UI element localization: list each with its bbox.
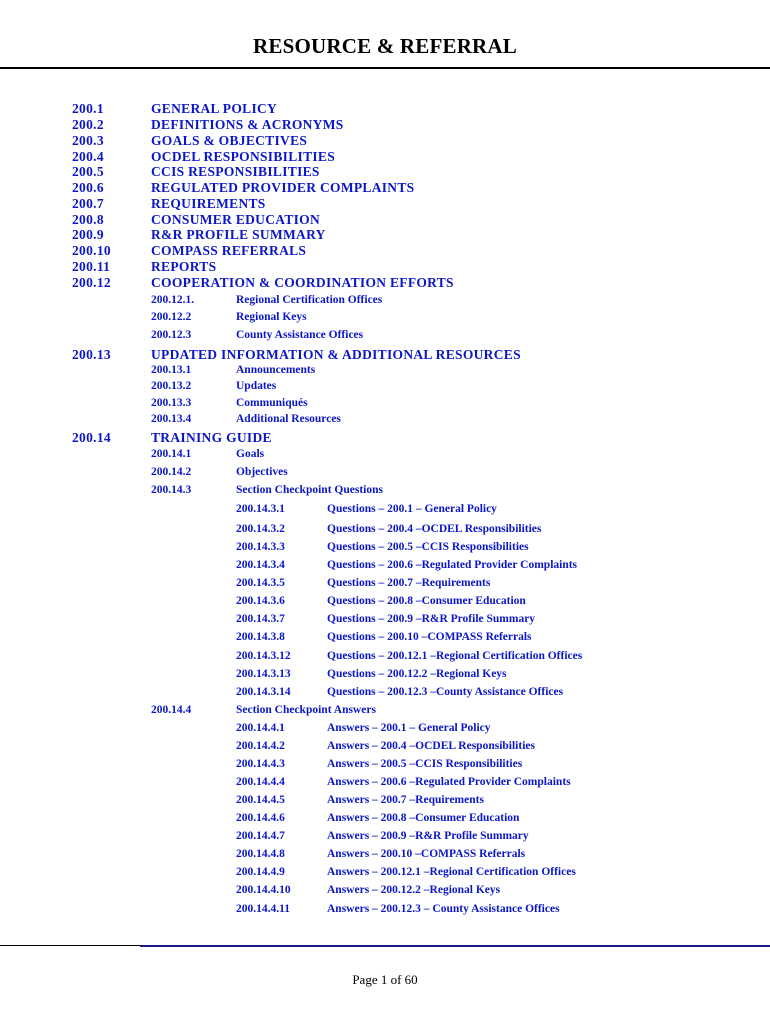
toc-entry-200-14-3-6[interactable] bbox=[236, 595, 756, 610]
toc-entry-number: 200.14.2 bbox=[151, 466, 192, 478]
toc-entry-title: Answers – 200.8 –Consumer Education bbox=[327, 812, 520, 824]
toc-entry-200-14-3-4[interactable] bbox=[236, 559, 756, 574]
toc-entry-title: Questions – 200.6 –Regulated Provider Complaints bbox=[327, 559, 578, 571]
toc-entry-number: 200.14.3.1 bbox=[236, 503, 285, 515]
toc-entry-title: Announcements bbox=[236, 364, 316, 376]
toc-entry-number: 200.14.3.13 bbox=[236, 668, 291, 680]
toc-entry-title: Answers – 200.4 –OCDEL Responsibilities bbox=[327, 740, 535, 752]
toc-entry-title: CCIS RESPONSIBILITIES bbox=[151, 164, 320, 179]
toc-entry-200-10[interactable] bbox=[72, 243, 712, 259]
toc-entry-200-12-3[interactable] bbox=[151, 329, 711, 344]
toc-entry-title: Questions – 200.12.2 –Regional Keys bbox=[327, 668, 507, 680]
toc-entry-200-14-3[interactable] bbox=[151, 484, 711, 499]
toc-entry-title: Questions – 200.5 –CCIS Responsibilities bbox=[327, 541, 529, 553]
toc-entry-title: Questions – 200.1 – General Policy bbox=[327, 503, 497, 515]
toc-entry-title: Regional Keys bbox=[236, 311, 307, 323]
toc-entry-title: Questions – 200.12.3 –County Assistance Offices bbox=[327, 686, 564, 698]
toc-entry-number: 200.14.3.12 bbox=[236, 650, 291, 662]
toc-entry-title: REQUIREMENTS bbox=[151, 196, 266, 211]
toc-entry-title: Answers – 200.10 –COMPASS Referrals bbox=[327, 848, 526, 860]
toc-entry-200-14-4[interactable] bbox=[151, 704, 711, 719]
toc-entry-title: Additional Resources bbox=[236, 413, 341, 425]
toc-entry-title: Section Checkpoint Answers bbox=[236, 704, 376, 716]
toc-entry-title: Questions – 200.4 –OCDEL Responsibilities bbox=[327, 523, 542, 535]
toc-entry-number: 200.10 bbox=[72, 243, 111, 258]
toc-entry-200-3[interactable] bbox=[72, 133, 712, 149]
toc-entry-title: Questions – 200.12.1 –Regional Certification Offices bbox=[327, 650, 583, 662]
toc-entry-title: DEFINITIONS & ACRONYMS bbox=[151, 117, 344, 132]
page-number: Page 1 of 60 bbox=[352, 972, 418, 987]
toc-entry-title: Answers – 200.5 –CCIS Responsibilities bbox=[327, 758, 523, 770]
toc-entry-title: Questions – 200.10 –COMPASS Referrals bbox=[327, 631, 532, 643]
toc-entry-title: Answers – 200.12.3 – County Assistance Offices bbox=[327, 903, 560, 915]
toc-entry-title: Goals bbox=[236, 448, 265, 460]
toc-entry-200-14-3-2[interactable] bbox=[236, 523, 756, 538]
toc-entry-number: 200.14.4.11 bbox=[236, 903, 290, 915]
toc-entry-200-5[interactable] bbox=[72, 164, 712, 180]
toc-entry-number: 200.7 bbox=[72, 196, 104, 211]
toc-entry-title: Section Checkpoint Questions bbox=[236, 484, 383, 496]
toc-entry-number: 200.14.3.14 bbox=[236, 686, 291, 698]
toc-entry-title: Updates bbox=[236, 380, 277, 392]
footer-divider-accent bbox=[140, 945, 770, 947]
toc-entry-200-13-3[interactable] bbox=[151, 397, 711, 412]
toc-entry-200-12[interactable] bbox=[72, 275, 712, 291]
toc-entry-200-7[interactable] bbox=[72, 196, 712, 212]
toc-entry-number: 200.14.3.6 bbox=[236, 595, 285, 607]
toc-entry-200-2[interactable] bbox=[72, 117, 712, 133]
toc-entry-number: 200.8 bbox=[72, 212, 104, 227]
toc-entry-200-14-2[interactable] bbox=[151, 466, 711, 481]
toc-entry-number: 200.14.4.4 bbox=[236, 776, 285, 788]
toc-entry-number: 200.12.3 bbox=[151, 329, 192, 341]
toc-entry-title: Communiqués bbox=[236, 397, 308, 409]
toc-entry-200-14-3-1[interactable] bbox=[236, 503, 756, 518]
toc-entry-title: R&R PROFILE SUMMARY bbox=[151, 227, 326, 242]
toc-entry-number: 200.14.1 bbox=[151, 448, 192, 460]
toc-entry-number: 200.13.3 bbox=[151, 397, 192, 409]
toc-entry-number: 200.14.4.3 bbox=[236, 758, 285, 770]
toc-entry-title: Answers – 200.7 –Requirements bbox=[327, 794, 484, 806]
toc-entry-title: Answers – 200.9 –R&R Profile Summary bbox=[327, 830, 529, 842]
toc-entry-200-13-4[interactable] bbox=[151, 413, 711, 428]
toc-entry-200-1[interactable] bbox=[72, 101, 712, 117]
toc-entry-number: 200.12.2 bbox=[151, 311, 192, 323]
toc-entry-number: 200.14.4.9 bbox=[236, 866, 285, 878]
toc-entry-200-14-3-8[interactable] bbox=[236, 631, 756, 646]
toc-entry-number: 200.14.3.2 bbox=[236, 523, 285, 535]
toc-entry-number: 200.13.1 bbox=[151, 364, 192, 376]
toc-entry-number: 200.14.3.7 bbox=[236, 613, 285, 625]
toc-entry-title: TRAINING GUIDE bbox=[151, 430, 272, 445]
toc-entry-title: County Assistance Offices bbox=[236, 329, 364, 341]
toc-entry-200-14-3-13[interactable] bbox=[236, 668, 756, 683]
toc-entry-number: 200.14.4.7 bbox=[236, 830, 285, 842]
toc-entry-number: 200.14.4.2 bbox=[236, 740, 285, 752]
toc-entry-title: Questions – 200.9 –R&R Profile Summary bbox=[327, 613, 536, 625]
toc-entry-title: Questions – 200.8 –Consumer Education bbox=[327, 595, 526, 607]
toc-entry-title: GENERAL POLICY bbox=[151, 101, 278, 116]
toc-entry-title: COMPASS REFERRALS bbox=[151, 243, 307, 258]
toc-entry-number: 200.13.2 bbox=[151, 380, 192, 392]
toc-entry-number: 200.11 bbox=[72, 259, 111, 274]
toc-entry-200-14-4-7[interactable] bbox=[236, 830, 756, 845]
toc-entry-200-13[interactable] bbox=[72, 347, 712, 363]
toc-entry-200-4[interactable] bbox=[72, 149, 712, 165]
toc-entry-title: REPORTS bbox=[151, 259, 217, 274]
toc-entry-number: 200.1 bbox=[72, 101, 104, 116]
toc-entry-number: 200.14.4.1 bbox=[236, 722, 285, 734]
toc-entry-number: 200.4 bbox=[72, 149, 104, 164]
toc-entry-200-6[interactable] bbox=[72, 180, 712, 196]
toc-entry-number: 200.13 bbox=[72, 347, 111, 362]
toc-entry-number: 200.5 bbox=[72, 164, 104, 179]
toc-entry-number: 200.12.1. bbox=[151, 294, 195, 306]
toc-entry-200-13-2[interactable] bbox=[151, 380, 711, 395]
toc-entry-200-8[interactable] bbox=[72, 212, 712, 228]
toc-entry-200-14-4-1[interactable] bbox=[236, 722, 756, 737]
toc-entry-title: REGULATED PROVIDER COMPLAINTS bbox=[151, 180, 415, 195]
toc-entry-number: 200.6 bbox=[72, 180, 104, 195]
toc-entry-title: GOALS & OBJECTIVES bbox=[151, 133, 308, 148]
toc-entry-number: 200.14.4 bbox=[151, 704, 192, 716]
toc-entry-200-14-3-3[interactable] bbox=[236, 541, 756, 556]
toc-entry-title: OCDEL RESPONSIBILITIES bbox=[151, 149, 336, 164]
toc-entry-number: 200.14.4.5 bbox=[236, 794, 285, 806]
toc-entry-title: Objectives bbox=[236, 466, 288, 478]
toc-entry-number: 200.14.3.4 bbox=[236, 559, 285, 571]
toc-entry-number: 200.14.4.10 bbox=[236, 884, 291, 896]
toc-entry-200-14-4-8[interactable] bbox=[236, 848, 756, 863]
toc-entry-number: 200.2 bbox=[72, 117, 104, 132]
toc-entry-number: 200.13.4 bbox=[151, 413, 192, 425]
toc-entry-200-11[interactable] bbox=[72, 259, 712, 275]
toc-entry-title: Regional Certification Offices bbox=[236, 294, 383, 306]
toc-entry-200-9[interactable] bbox=[72, 227, 712, 243]
toc-entry-200-12-1[interactable] bbox=[151, 294, 711, 309]
toc-entry-200-14-4-3[interactable] bbox=[236, 758, 756, 773]
toc-entry-title: Answers – 200.6 –Regulated Provider Complaints bbox=[327, 776, 571, 788]
toc-entry-title: COOPERATION & COORDINATION EFFORTS bbox=[151, 275, 454, 290]
toc-entry-number: 200.14.3.5 bbox=[236, 577, 285, 589]
toc-entry-200-14-3-7[interactable] bbox=[236, 613, 756, 628]
toc-entry-title: UPDATED INFORMATION & ADDITIONAL RESOURCES bbox=[151, 347, 521, 362]
toc-entry-200-14-4-5[interactable] bbox=[236, 794, 756, 809]
toc-entry-200-14-1[interactable] bbox=[151, 448, 711, 463]
page-title: RESOURCE & REFERRAL bbox=[253, 34, 517, 58]
toc-entry-number: 200.14.4.6 bbox=[236, 812, 285, 824]
toc-entry-200-13-1[interactable] bbox=[151, 364, 711, 379]
toc-entry-title: CONSUMER EDUCATION bbox=[151, 212, 321, 227]
toc-entry-number: 200.14.4.8 bbox=[236, 848, 285, 860]
toc-entry-200-14-4-10[interactable] bbox=[236, 884, 756, 899]
toc-entry-200-14-4-4[interactable] bbox=[236, 776, 756, 791]
toc-entry-200-14-3-14[interactable] bbox=[236, 686, 756, 701]
toc-entry-title: Answers – 200.12.1 –Regional Certification Offices bbox=[327, 866, 576, 878]
toc-entry-title: Answers – 200.1 – General Policy bbox=[327, 722, 491, 734]
toc-entry-200-14-4-11[interactable] bbox=[236, 903, 756, 918]
toc-entry-200-14-3-12[interactable] bbox=[236, 650, 756, 665]
toc-entry-number: 200.12 bbox=[72, 275, 111, 290]
toc-entry-number: 200.9 bbox=[72, 227, 104, 242]
toc-entry-title: Answers – 200.12.2 –Regional Keys bbox=[327, 884, 501, 896]
toc-entry-number: 200.14.3.8 bbox=[236, 631, 285, 643]
toc-entry-200-14-4-2[interactable] bbox=[236, 740, 756, 755]
toc-entry-200-14-4-6[interactable] bbox=[236, 812, 756, 827]
toc-entry-200-12-2[interactable] bbox=[151, 311, 711, 326]
toc-entry-number: 200.3 bbox=[72, 133, 104, 148]
toc-entry-title: Questions – 200.7 –Requirements bbox=[327, 577, 491, 589]
toc-entry-number: 200.14.3.3 bbox=[236, 541, 285, 553]
header-divider bbox=[0, 67, 770, 69]
toc-entry-number: 200.14.3 bbox=[151, 484, 192, 496]
toc-entry-200-14-3-5[interactable] bbox=[236, 577, 756, 592]
toc-entry-200-14-4-9[interactable] bbox=[236, 866, 756, 881]
toc-entry-number: 200.14 bbox=[72, 430, 111, 445]
toc-entry-200-14[interactable] bbox=[72, 430, 712, 446]
